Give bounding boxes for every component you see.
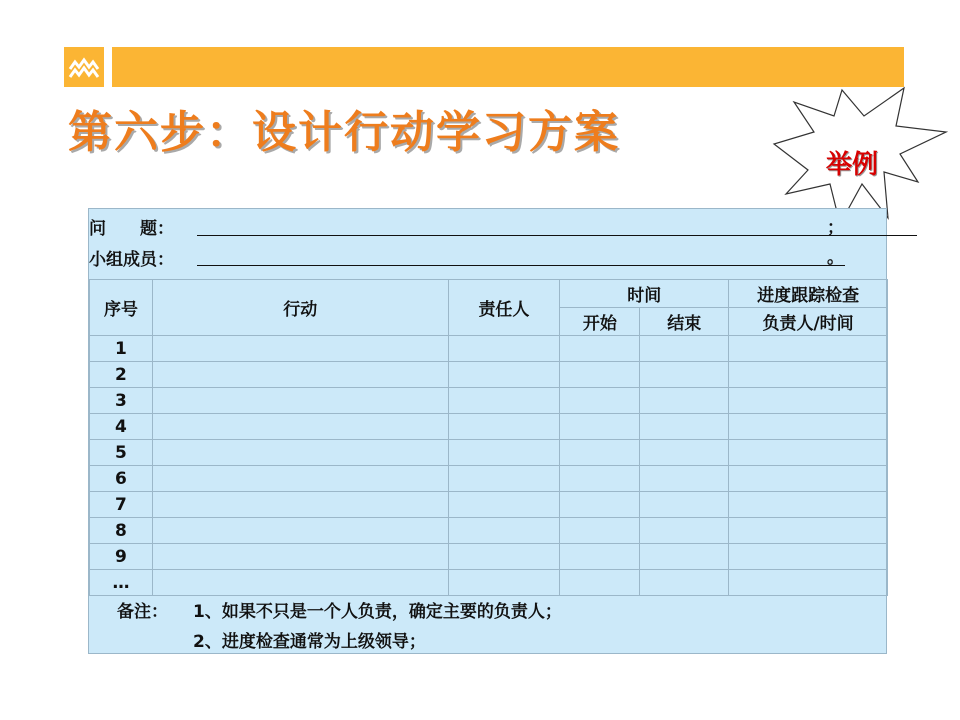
- owner-cell[interactable]: [448, 440, 560, 466]
- end-cell[interactable]: [640, 570, 729, 596]
- end-cell[interactable]: [640, 466, 729, 492]
- table-row: [90, 388, 888, 414]
- start-cell[interactable]: [560, 440, 640, 466]
- owner-cell[interactable]: [448, 414, 560, 440]
- start-cell[interactable]: [560, 466, 640, 492]
- owner-cell[interactable]: [448, 388, 560, 414]
- start-cell[interactable]: [560, 570, 640, 596]
- members-end-mark: 。: [827, 248, 844, 268]
- row-number: 5: [90, 440, 153, 466]
- owner-cell[interactable]: [448, 492, 560, 518]
- owner-cell[interactable]: [448, 466, 560, 492]
- row-number: 3: [90, 388, 153, 414]
- start-cell[interactable]: [560, 492, 640, 518]
- row-number: 2: [90, 362, 153, 388]
- notes-label: 备注：: [117, 602, 168, 622]
- start-cell[interactable]: [560, 414, 640, 440]
- action-cell[interactable]: [152, 362, 448, 388]
- track-cell[interactable]: [729, 492, 888, 518]
- table-row: [90, 570, 888, 596]
- row-number: 1: [90, 336, 153, 362]
- header-accent-bar: [112, 47, 904, 87]
- track-cell[interactable]: [729, 570, 888, 596]
- row-number: 8: [90, 518, 153, 544]
- end-cell[interactable]: [640, 544, 729, 570]
- track-cell[interactable]: [729, 388, 888, 414]
- action-cell[interactable]: [152, 336, 448, 362]
- problem-label: 问 题：: [89, 219, 174, 239]
- action-plan-form: [88, 208, 887, 654]
- owner-cell[interactable]: [448, 544, 560, 570]
- end-cell[interactable]: [640, 362, 729, 388]
- table-row: [90, 362, 888, 388]
- notes-line-2: 2、进度检查通常为上级领导；: [193, 632, 426, 652]
- table-row: [90, 466, 888, 492]
- start-cell[interactable]: [560, 388, 640, 414]
- owner-cell[interactable]: [448, 362, 560, 388]
- action-cell[interactable]: [152, 440, 448, 466]
- header-end: 结束: [640, 308, 729, 336]
- header-owner: 责任人: [448, 280, 560, 336]
- start-cell[interactable]: [560, 336, 640, 362]
- row-number: 7: [90, 492, 153, 518]
- row-number: …: [90, 570, 153, 596]
- problem-underline: [197, 235, 917, 236]
- action-table: [89, 279, 888, 596]
- table-row: [90, 518, 888, 544]
- problem-end-mark: ；: [827, 218, 844, 238]
- owner-cell[interactable]: [448, 570, 560, 596]
- action-cell[interactable]: [152, 466, 448, 492]
- end-cell[interactable]: [640, 414, 729, 440]
- header-track-line1: 进度跟踪检查: [729, 280, 888, 308]
- action-cell[interactable]: [152, 388, 448, 414]
- track-cell[interactable]: [729, 414, 888, 440]
- track-cell[interactable]: [729, 336, 888, 362]
- end-cell[interactable]: [640, 492, 729, 518]
- page-title: 第六步：设计行动学习方案: [68, 107, 620, 158]
- table-row: [90, 544, 888, 570]
- members-underline: [197, 265, 845, 266]
- track-cell[interactable]: [729, 362, 888, 388]
- header-track-line2: 负责人/时间: [729, 308, 888, 336]
- table-row: [90, 440, 888, 466]
- start-cell[interactable]: [560, 362, 640, 388]
- row-number: 9: [90, 544, 153, 570]
- track-cell[interactable]: [729, 440, 888, 466]
- track-cell[interactable]: [729, 518, 888, 544]
- end-cell[interactable]: [640, 336, 729, 362]
- end-cell[interactable]: [640, 440, 729, 466]
- notes-line-1: 1、如果不只是一个人负责，确定主要的负责人；: [193, 602, 562, 622]
- table-row: [90, 336, 888, 362]
- action-cell[interactable]: [152, 492, 448, 518]
- track-cell[interactable]: [729, 466, 888, 492]
- header-time: 时间: [560, 280, 729, 308]
- table-row: [90, 492, 888, 518]
- row-number: 6: [90, 466, 153, 492]
- header-seq: 序号: [90, 280, 153, 336]
- action-cell[interactable]: [152, 518, 448, 544]
- track-cell[interactable]: [729, 544, 888, 570]
- header-action: 行动: [152, 280, 448, 336]
- header-start: 开始: [560, 308, 640, 336]
- members-label: 小组成员：: [89, 250, 174, 270]
- table-row: [90, 414, 888, 440]
- owner-cell[interactable]: [448, 518, 560, 544]
- mountain-logo-icon: [64, 47, 104, 87]
- example-badge: 举例: [826, 150, 879, 180]
- start-cell[interactable]: [560, 518, 640, 544]
- row-number: 4: [90, 414, 153, 440]
- start-cell[interactable]: [560, 544, 640, 570]
- action-cell[interactable]: [152, 570, 448, 596]
- end-cell[interactable]: [640, 518, 729, 544]
- owner-cell[interactable]: [448, 336, 560, 362]
- end-cell[interactable]: [640, 388, 729, 414]
- logo: [64, 47, 104, 87]
- action-cell[interactable]: [152, 414, 448, 440]
- action-cell[interactable]: [152, 544, 448, 570]
